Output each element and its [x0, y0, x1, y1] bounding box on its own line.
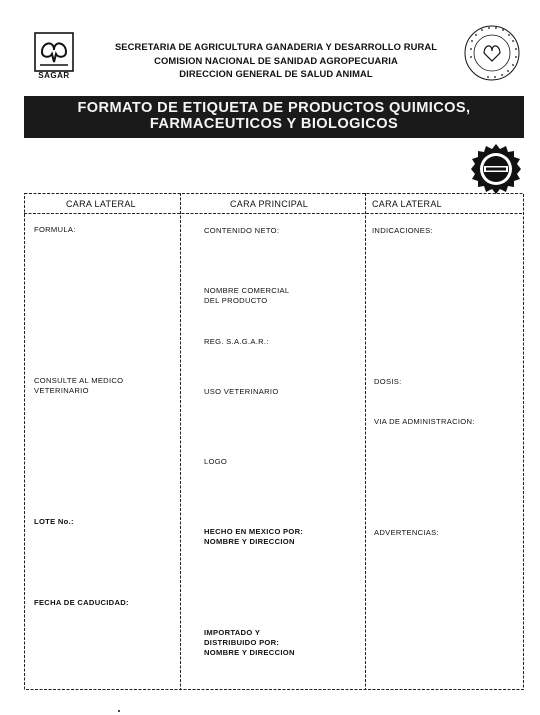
column-header-center: CARA PRINCIPAL [230, 199, 309, 209]
certification-badge-icon [470, 143, 522, 195]
header-line-2: COMISION NACIONAL DE SANIDAD AGROPECUARIA [154, 54, 398, 66]
field-via-administracion: VIA DE ADMINISTRACION: [374, 417, 475, 426]
field-contenido-neto: CONTENIDO NETO: [204, 226, 280, 235]
field-logo: LOGO [204, 457, 228, 466]
field-hecho-line-2: NOMBRE Y DIRECCION [204, 537, 295, 546]
column-header-left: CARA LATERAL [66, 199, 136, 209]
field-hecho-line-1: HECHO EN MEXICO POR: [204, 527, 304, 536]
field-consulte-line-1: CONSULTE AL MEDICO [34, 376, 124, 385]
field-nombre-line-1: NOMBRE COMERCIAL [204, 286, 290, 295]
field-caducidad: FECHA DE CADUCIDAD: [34, 598, 129, 607]
field-advertencias: ADVERTENCIAS: [374, 528, 439, 537]
column-header-right: CARA LATERAL [372, 199, 442, 209]
title-line-1: FORMATO DE ETIQUETA DE PRODUCTOS QUIMICOS, [77, 100, 471, 116]
field-lote: LOTE No.: [34, 517, 74, 526]
field-dosis: DOSIS: [374, 377, 402, 386]
label-layout-table [24, 193, 524, 690]
field-importado-line-1: IMPORTADO Y [204, 628, 261, 637]
header-text [88, 40, 464, 81]
title-banner [24, 96, 524, 138]
field-importado-line-2: DISTRIBUIDO POR: [204, 638, 280, 647]
commission-seal-icon [462, 23, 522, 83]
field-importado-line-3: NOMBRE Y DIRECCION [204, 648, 295, 657]
table-grid [24, 193, 524, 690]
field-indicaciones: INDICACIONES: [372, 226, 433, 235]
header-line-1: SECRETARIA DE AGRICULTURA GANADERIA Y DESARROLLO RURAL [114, 41, 438, 52]
logo-caption: SAGAR [38, 71, 70, 80]
field-uso-veterinario: USO VETERINARIO [204, 387, 279, 396]
title-line-2: FARMACEUTICOS Y BIOLOGICOS [149, 116, 399, 132]
header-line-3: DIRECCION GENERAL DE SALUD ANIMAL [179, 68, 373, 79]
scan-speck [118, 710, 120, 712]
field-consulte-line-2: VETERINARIO [34, 386, 89, 395]
field-formula: FORMULA: [34, 225, 76, 234]
field-registro: REG. S.A.G.A.R.: [204, 337, 269, 346]
field-nombre-line-2: DEL PRODUCTO [204, 296, 268, 305]
